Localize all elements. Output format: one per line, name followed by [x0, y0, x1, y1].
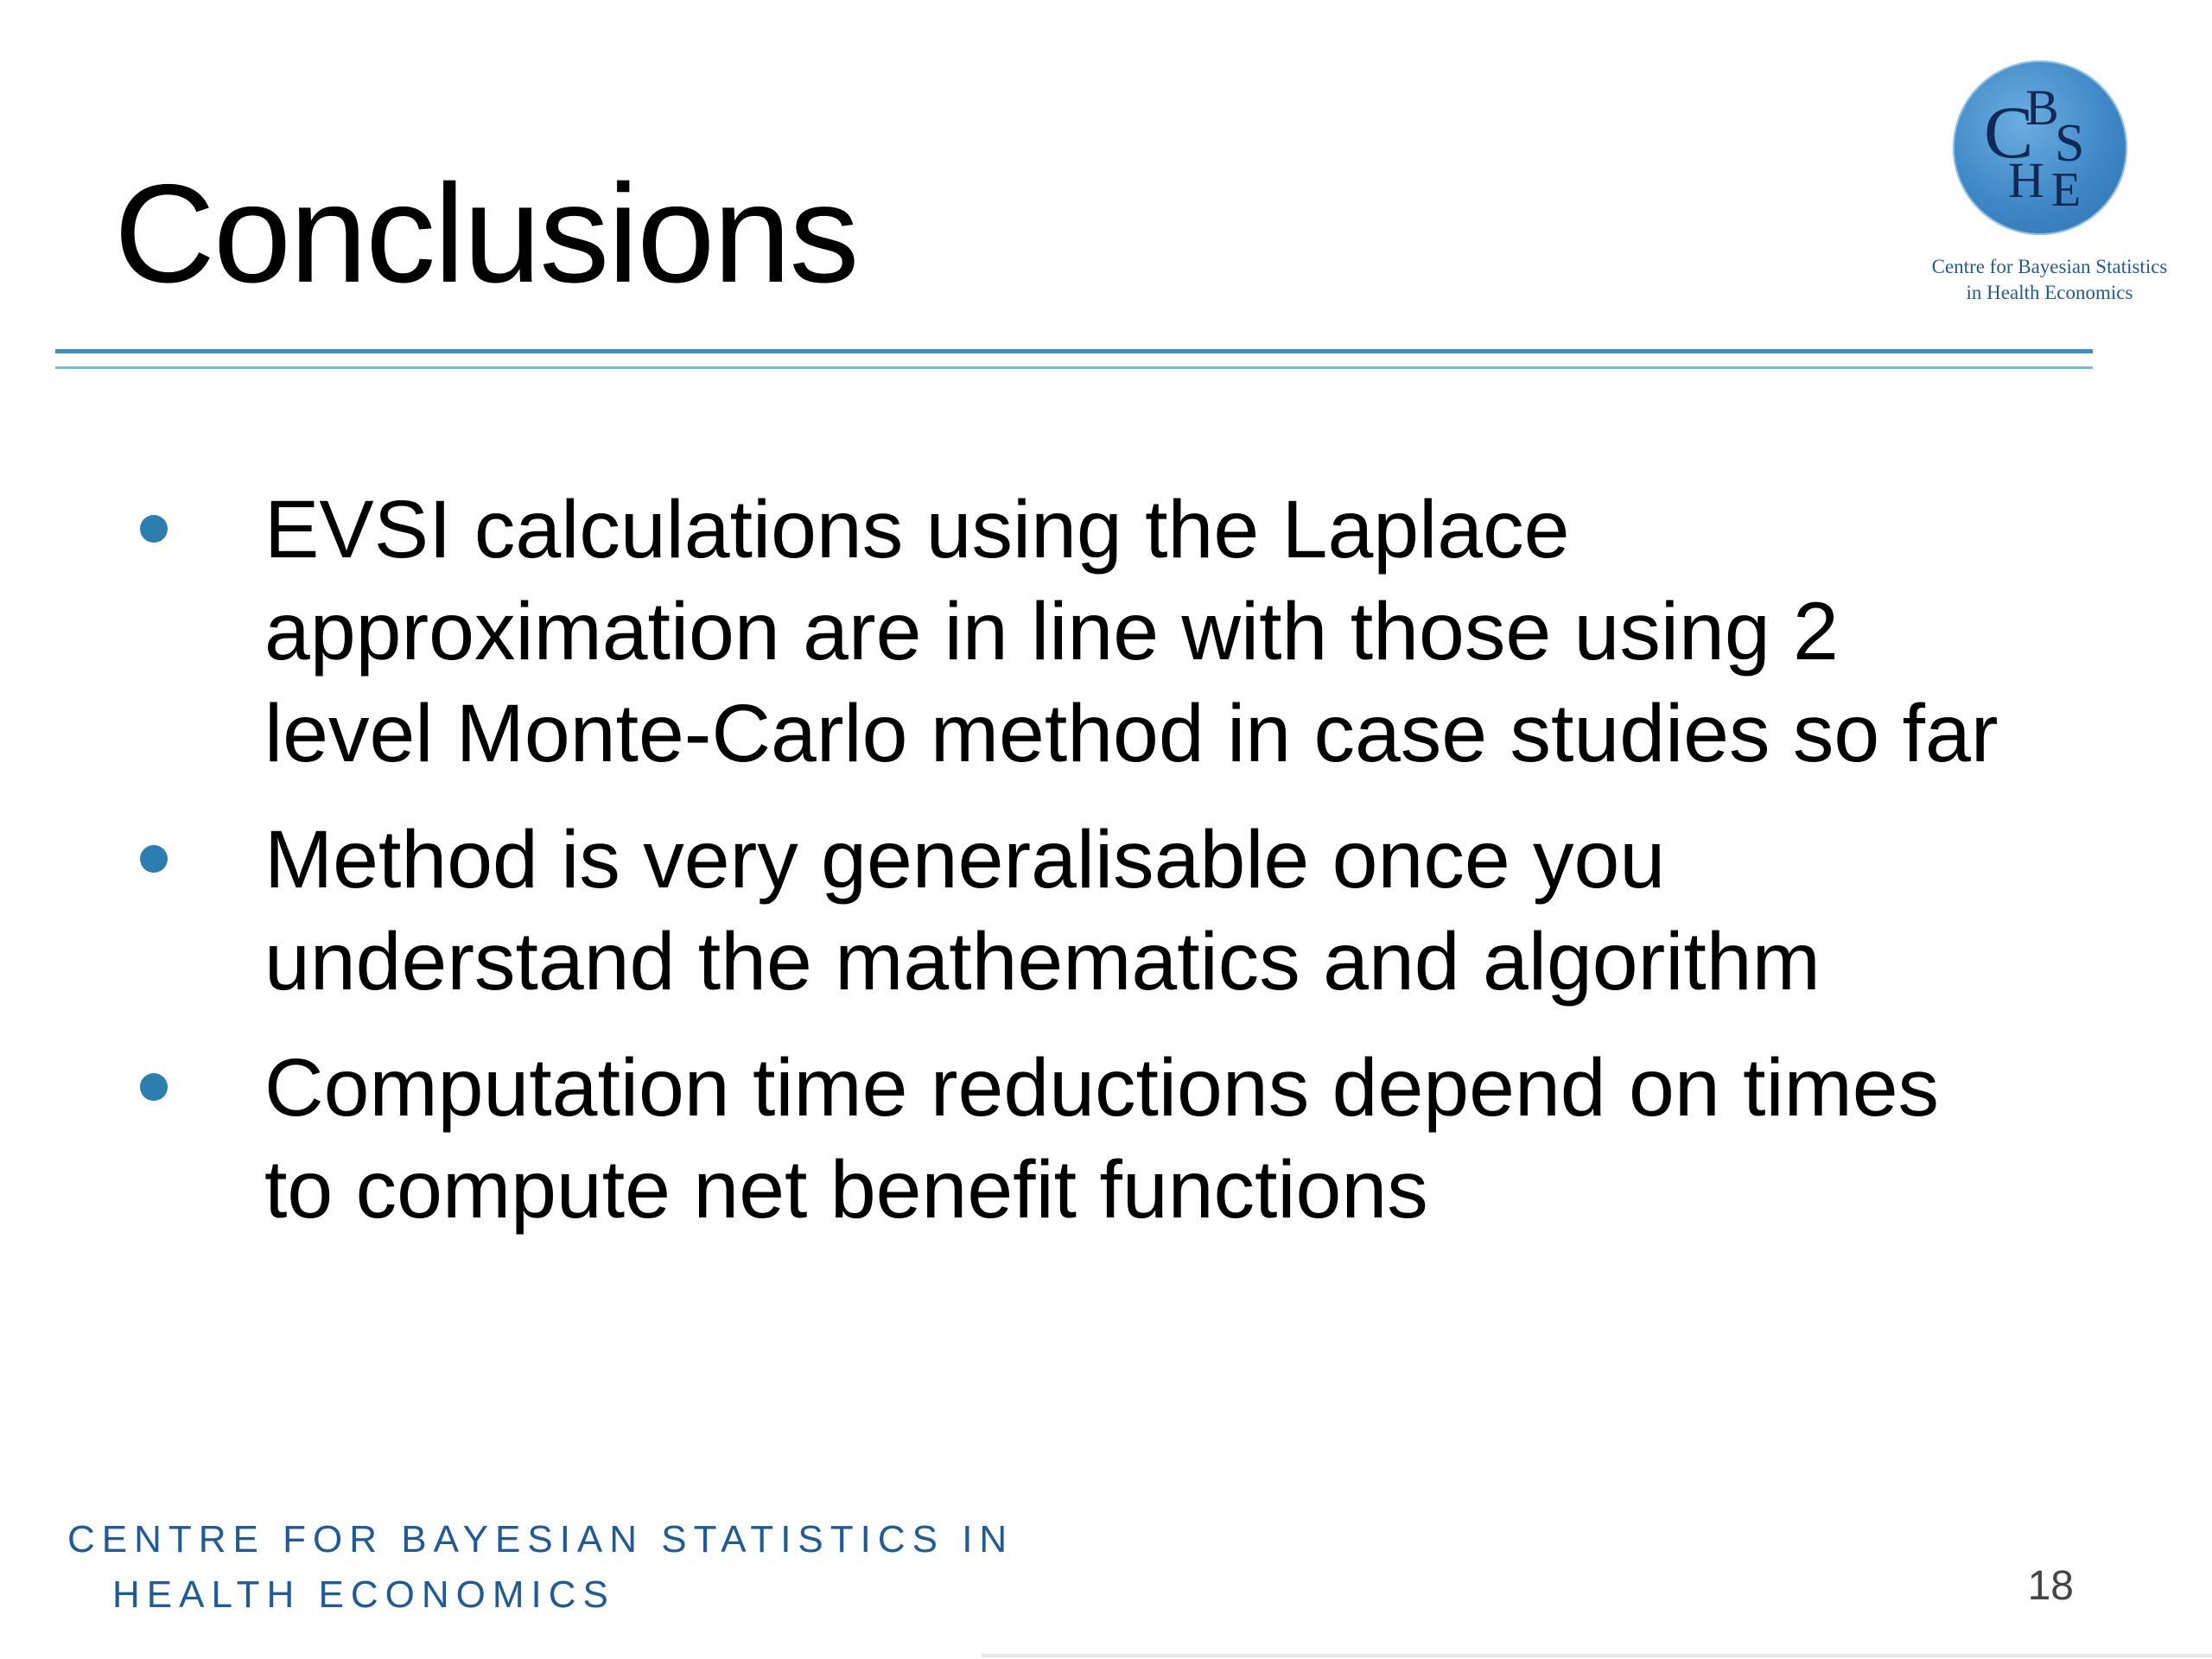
bullet-line: level Monte-Carlo method in case studies so far [264, 688, 1999, 779]
footer-wordmark [67, 1512, 1014, 1623]
bottom-divider [982, 1654, 2212, 1657]
title-rule-secondary [55, 366, 2093, 369]
bullet-item [0, 1037, 2212, 1241]
bullet-line: to compute net benefit functions [264, 1144, 1428, 1236]
bullet-dot-icon [140, 1073, 168, 1101]
bullet-dot-icon [140, 845, 168, 873]
svg-text:B: B [2025, 79, 2059, 136]
logo-monogram-circle [1953, 60, 2127, 235]
bullet-line: Computation time reductions depend on times [264, 1042, 1940, 1134]
slide-title: Conclusions [114, 156, 858, 312]
title-rule [55, 349, 2093, 353]
bullet-dot-icon [140, 515, 168, 543]
logo-caption [1911, 254, 2188, 306]
cbshe-logo [1911, 60, 2188, 311]
svg-text:H: H [2008, 152, 2044, 208]
logo-caption-line1: Centre for Bayesian Statistics [1931, 256, 2168, 277]
bullet-item [0, 809, 2212, 1013]
bullet-list [0, 479, 2212, 1265]
logo-monogram-icon [1953, 60, 2127, 235]
bullet-line: Method is very generalisable once you [264, 814, 1666, 906]
svg-text:E: E [2051, 163, 2082, 217]
bullet-line: understand the mathematics and algorithm [264, 916, 1821, 1007]
svg-text:C: C [1984, 91, 2034, 174]
bullet-line: EVSI calculations using the Laplace [264, 484, 1570, 575]
bullet-line: approximation are in line with those using 2 [264, 586, 1839, 677]
footer-line1: CENTRE FOR BAYESIAN STATISTICS IN [67, 1518, 1014, 1560]
logo-caption-line2: in Health Economics [1966, 282, 2133, 303]
footer-line2: HEALTH ECONOMICS [112, 1573, 615, 1616]
page-number: 18 [2027, 1563, 2074, 1609]
svg-text:S: S [2055, 114, 2085, 173]
bullet-item [0, 479, 2212, 785]
